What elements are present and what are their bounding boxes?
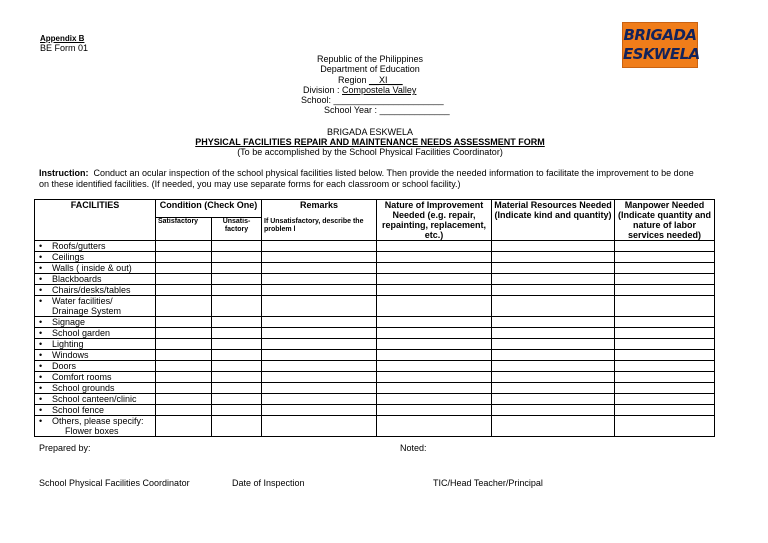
facility-cell: [35, 361, 156, 372]
facility-cell: [35, 394, 156, 405]
unsatisfactory-cell[interactable]: [212, 350, 262, 361]
division-label: Division :: [303, 85, 340, 95]
unsatisfactory-cell[interactable]: [212, 263, 262, 274]
manpower-cell[interactable]: [615, 263, 715, 274]
manpower-cell[interactable]: [615, 241, 715, 252]
material-cell[interactable]: [492, 285, 615, 296]
remarks-cell[interactable]: [262, 383, 377, 394]
table-row: [35, 328, 715, 339]
bullet-icon: •: [39, 328, 43, 338]
table-row: [35, 372, 715, 383]
table-row: [35, 296, 715, 317]
unsatisfactory-cell[interactable]: [212, 241, 262, 252]
header-remarks: Remarks: [262, 200, 377, 218]
satisfactory-cell[interactable]: [156, 328, 212, 339]
table-row: [35, 394, 715, 405]
remarks-cell[interactable]: [262, 405, 377, 416]
remarks-cell[interactable]: [262, 372, 377, 383]
department-line: Department of Education: [320, 64, 420, 74]
nature-cell[interactable]: [377, 328, 492, 339]
unsatisfactory-cell[interactable]: [212, 372, 262, 383]
remarks-cell[interactable]: [262, 328, 377, 339]
facility-cell: [35, 317, 156, 328]
bullet-icon: •: [39, 372, 43, 382]
nature-cell[interactable]: [377, 263, 492, 274]
bullet-icon: •: [39, 252, 43, 262]
remarks-cell[interactable]: [262, 252, 377, 263]
nature-cell[interactable]: [377, 317, 492, 328]
table-row: [35, 241, 715, 252]
manpower-cell[interactable]: [615, 285, 715, 296]
material-cell[interactable]: [492, 372, 615, 383]
division-value: Compostela Valley: [342, 85, 417, 95]
satisfactory-cell[interactable]: [156, 317, 212, 328]
bullet-icon: •: [39, 296, 43, 306]
bullet-icon: •: [39, 361, 43, 371]
bullet-icon: •: [39, 350, 43, 360]
noted-label: Noted:: [400, 443, 427, 453]
facility-label: School grounds: [52, 383, 115, 393]
school-label: School:: [301, 95, 332, 105]
table-row: [35, 285, 715, 296]
remarks-cell[interactable]: [262, 285, 377, 296]
facility-cell: [35, 241, 156, 252]
instruction-paragraph: [39, 168, 699, 189]
manpower-cell[interactable]: [615, 350, 715, 361]
facility-label: Comfort rooms: [52, 372, 112, 382]
facility-label-line-2: Drainage System: [52, 306, 122, 316]
instruction-label: Instruction:: [39, 168, 89, 178]
date-of-inspection-label: Date of Inspection: [232, 478, 305, 488]
satisfactory-cell[interactable]: [156, 296, 212, 317]
facility-label: Lighting: [52, 339, 84, 349]
bullet-icon: •: [39, 285, 43, 295]
unsatisfactory-cell[interactable]: [212, 383, 262, 394]
satisfactory-cell[interactable]: [156, 339, 212, 350]
remarks-cell[interactable]: [262, 350, 377, 361]
unsatisfactory-cell[interactable]: [212, 328, 262, 339]
material-cell[interactable]: [492, 317, 615, 328]
bullet-icon: •: [39, 339, 43, 349]
head-signature-label: TIC/Head Teacher/Principal: [433, 478, 543, 488]
region-line: [338, 75, 403, 86]
bullet-icon: •: [39, 405, 43, 415]
header-unsatisfactory: Unsatis-factory: [212, 218, 262, 241]
facility-cell: [35, 416, 156, 437]
remarks-cell[interactable]: [262, 361, 377, 372]
facility-cell: [35, 285, 156, 296]
facility-label: Ceilings: [52, 252, 85, 262]
unsatisfactory-cell[interactable]: [212, 296, 262, 317]
facility-cell: [35, 252, 156, 263]
satisfactory-cell[interactable]: [156, 241, 212, 252]
program-title: BRIGADA ESKWELA: [326, 127, 414, 137]
unsatisfactory-cell[interactable]: [212, 339, 262, 350]
nature-cell[interactable]: [377, 383, 492, 394]
facility-label: Roofs/gutters: [52, 241, 106, 251]
facility-label: Water facilities/: [52, 296, 113, 306]
facility-label: School canteen/clinic: [52, 394, 137, 404]
nature-cell[interactable]: [377, 350, 492, 361]
satisfactory-cell[interactable]: [156, 416, 212, 437]
nature-cell[interactable]: [377, 274, 492, 285]
manpower-cell[interactable]: [615, 394, 715, 405]
manpower-cell[interactable]: [615, 372, 715, 383]
table-row: [35, 350, 715, 361]
material-cell[interactable]: [492, 394, 615, 405]
republic-line: Republic of the Philippines: [316, 54, 424, 64]
manpower-cell[interactable]: [615, 328, 715, 339]
unsatisfactory-cell[interactable]: [212, 317, 262, 328]
facility-label: Chairs/desks/tables: [52, 285, 131, 295]
appendix-label: Appendix B: [40, 34, 85, 43]
facility-cell: [35, 405, 156, 416]
unsatisfactory-cell[interactable]: [212, 285, 262, 296]
facility-cell: [35, 372, 156, 383]
material-cell[interactable]: [492, 252, 615, 263]
manpower-cell[interactable]: [615, 339, 715, 350]
facility-cell: [35, 383, 156, 394]
material-cell[interactable]: [492, 339, 615, 350]
nature-cell[interactable]: [377, 361, 492, 372]
material-cell[interactable]: [492, 263, 615, 274]
remarks-cell[interactable]: [262, 263, 377, 274]
material-cell[interactable]: [492, 241, 615, 252]
unsatisfactory-cell[interactable]: [212, 405, 262, 416]
school-blank: ______________________: [333, 95, 444, 105]
satisfactory-cell[interactable]: [156, 252, 212, 263]
nature-cell[interactable]: [377, 394, 492, 405]
bullet-icon: •: [39, 263, 43, 273]
remarks-cell[interactable]: [262, 274, 377, 285]
material-cell[interactable]: [492, 383, 615, 394]
manpower-cell[interactable]: [615, 405, 715, 416]
unsatisfactory-cell[interactable]: [212, 252, 262, 263]
nature-cell[interactable]: [377, 339, 492, 350]
bullet-icon: •: [39, 274, 43, 284]
satisfactory-cell[interactable]: [156, 394, 212, 405]
bullet-icon: •: [39, 383, 43, 393]
manpower-cell[interactable]: [615, 416, 715, 437]
manpower-cell[interactable]: [615, 383, 715, 394]
remarks-cell[interactable]: [262, 416, 377, 437]
facility-cell: [35, 350, 156, 361]
header-facilities: FACILITIES: [35, 200, 156, 241]
school-year-blank: ______________: [379, 105, 450, 115]
unsatisfactory-cell[interactable]: [212, 416, 262, 437]
facility-label: Doors: [52, 361, 77, 371]
form-subtitle: (To be accomplished by the School Physical Facilities Coordinator): [237, 147, 503, 157]
division-line: [303, 85, 416, 96]
facility-label: Walls ( inside & out): [52, 263, 132, 273]
unsatisfactory-cell[interactable]: [212, 361, 262, 372]
satisfactory-cell[interactable]: [156, 350, 212, 361]
facility-cell: [35, 296, 156, 317]
logo-line-1: BRIGADA: [623, 26, 697, 44]
brigada-eskwela-logo: [622, 22, 698, 68]
satisfactory-cell[interactable]: [156, 372, 212, 383]
bullet-icon: •: [39, 241, 43, 251]
facility-cell: [35, 339, 156, 350]
remarks-cell[interactable]: [262, 317, 377, 328]
table-row: [35, 252, 715, 263]
school-year-line: [324, 105, 450, 116]
coordinator-signature-label: School Physical Facilities Coordinator: [39, 478, 190, 488]
unsatisfactory-cell[interactable]: [212, 394, 262, 405]
nature-cell[interactable]: [377, 296, 492, 317]
nature-cell[interactable]: [377, 252, 492, 263]
header-material: Material Resources Needed (Indicate kind and quantity): [492, 200, 615, 241]
table-row: [35, 405, 715, 416]
header-nature: Nature of Improvement Needed (e.g. repair, repainting, replacement, etc.): [377, 200, 492, 241]
remarks-cell[interactable]: [262, 241, 377, 252]
school-line: [301, 95, 444, 106]
facility-label: Others, please specify:: [52, 416, 144, 426]
table-row: [35, 416, 715, 437]
satisfactory-cell[interactable]: [156, 274, 212, 285]
facility-label: School garden: [52, 328, 111, 338]
facility-label: Signage: [52, 317, 86, 327]
manpower-cell[interactable]: [615, 317, 715, 328]
table-row: [35, 274, 715, 285]
nature-cell[interactable]: [377, 372, 492, 383]
material-cell[interactable]: [492, 274, 615, 285]
facility-cell: [35, 263, 156, 274]
material-cell[interactable]: [492, 361, 615, 372]
instruction-text: Conduct an ocular inspection of the school physical facilities listed below. Then provide the needed information to facilitate the improvement to be done on these identified facilities. (If needed, you may use separate forms for each classroom or school facility.): [39, 168, 694, 189]
table-row: [35, 339, 715, 350]
table-row: [35, 383, 715, 394]
header-condition: Condition (Check One): [156, 200, 262, 218]
prepared-by-label: Prepared by:: [39, 443, 91, 453]
bullet-icon: •: [39, 317, 43, 327]
facility-label-line-2: Flower boxes: [65, 426, 119, 436]
material-cell[interactable]: [492, 405, 615, 416]
bullet-icon: •: [39, 416, 43, 426]
form-title: PHYSICAL FACILITIES REPAIR AND MAINTENANCE NEEDS ASSESSMENT FORM: [195, 137, 545, 147]
facility-cell: [35, 274, 156, 285]
manpower-cell[interactable]: [615, 274, 715, 285]
table-row: [35, 263, 715, 274]
region-value: __XI___: [369, 75, 403, 85]
remarks-cell[interactable]: [262, 296, 377, 317]
header-manpower: Manpower Needed (Indicate quantity and nature of labor services needed): [615, 200, 715, 241]
facility-cell: [35, 328, 156, 339]
facilities-table: [34, 199, 715, 437]
nature-cell[interactable]: [377, 285, 492, 296]
form-number: BE Form 01: [40, 43, 89, 53]
manpower-cell[interactable]: [615, 296, 715, 317]
remarks-cell[interactable]: [262, 394, 377, 405]
nature-cell[interactable]: [377, 241, 492, 252]
unsatisfactory-cell[interactable]: [212, 274, 262, 285]
facility-label: Blackboards: [52, 274, 102, 284]
region-label: Region: [338, 75, 367, 85]
satisfactory-cell[interactable]: [156, 405, 212, 416]
header-remarks-note: If Unsatisfactory, describe the problem l: [262, 218, 377, 241]
facility-label: Windows: [52, 350, 89, 360]
facility-label: School fence: [52, 405, 105, 415]
manpower-cell[interactable]: [615, 361, 715, 372]
nature-cell[interactable]: [377, 405, 492, 416]
material-cell[interactable]: [492, 328, 615, 339]
manpower-cell[interactable]: [615, 252, 715, 263]
school-year-label: School Year :: [324, 105, 378, 115]
satisfactory-cell[interactable]: [156, 383, 212, 394]
material-cell[interactable]: [492, 350, 615, 361]
satisfactory-cell[interactable]: [156, 361, 212, 372]
logo-line-2: ESKWELA: [623, 45, 700, 63]
table-row: [35, 361, 715, 372]
material-cell[interactable]: [492, 296, 615, 317]
bullet-icon: •: [39, 394, 43, 404]
remarks-cell[interactable]: [262, 339, 377, 350]
header-satisfactory: Satisfactory: [156, 218, 212, 241]
material-cell[interactable]: [492, 416, 615, 437]
table-row: [35, 317, 715, 328]
satisfactory-cell[interactable]: [156, 263, 212, 274]
satisfactory-cell[interactable]: [156, 285, 212, 296]
nature-cell[interactable]: [377, 416, 492, 437]
